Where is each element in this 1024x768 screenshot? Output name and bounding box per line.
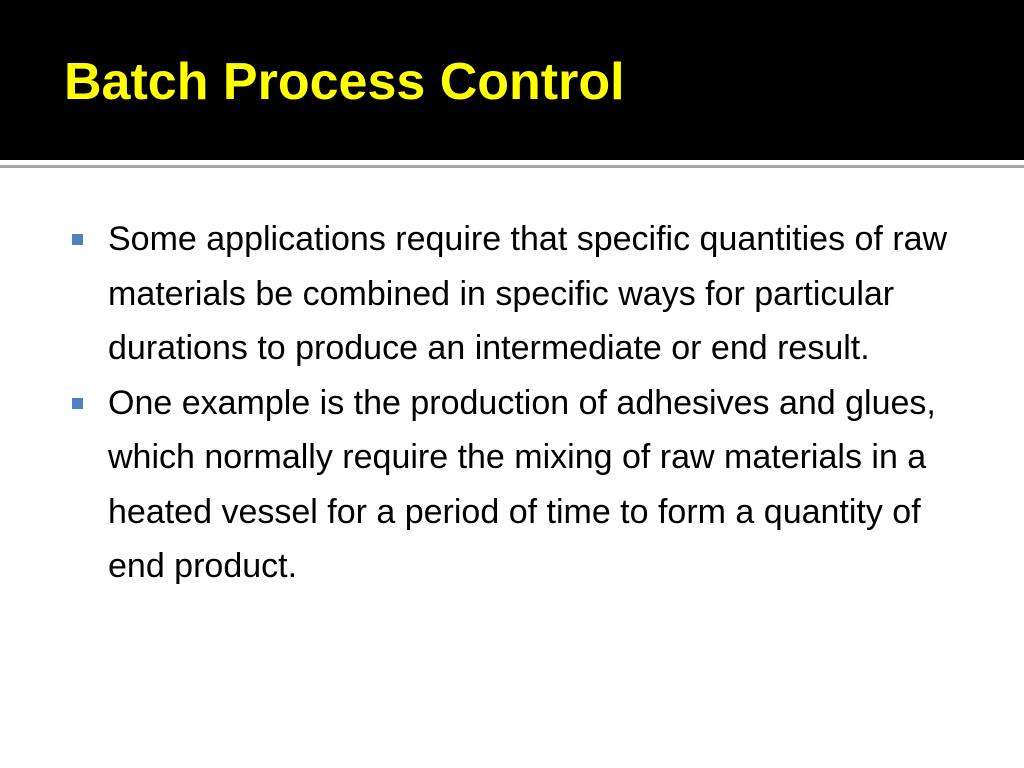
bullet-item <box>72 376 972 594</box>
square-bullet-icon <box>72 398 83 409</box>
slide-title: Batch Process Control <box>64 53 625 111</box>
square-bullet-icon <box>72 234 83 245</box>
title-bar <box>0 0 1024 160</box>
bullet-text: One example is the production of adhesives and glues, which normally require the mixing of raw materials in a heated vessel for a period of time to form a quantity of end product. <box>108 383 936 585</box>
bullet-text: Some applications require that specific quantities of raw materials be combined in specific ways for particular durations to produce an intermediate or end result. <box>108 220 948 367</box>
title-divider <box>0 165 1024 168</box>
bullet-item <box>72 212 972 376</box>
bullet-list <box>72 212 972 594</box>
